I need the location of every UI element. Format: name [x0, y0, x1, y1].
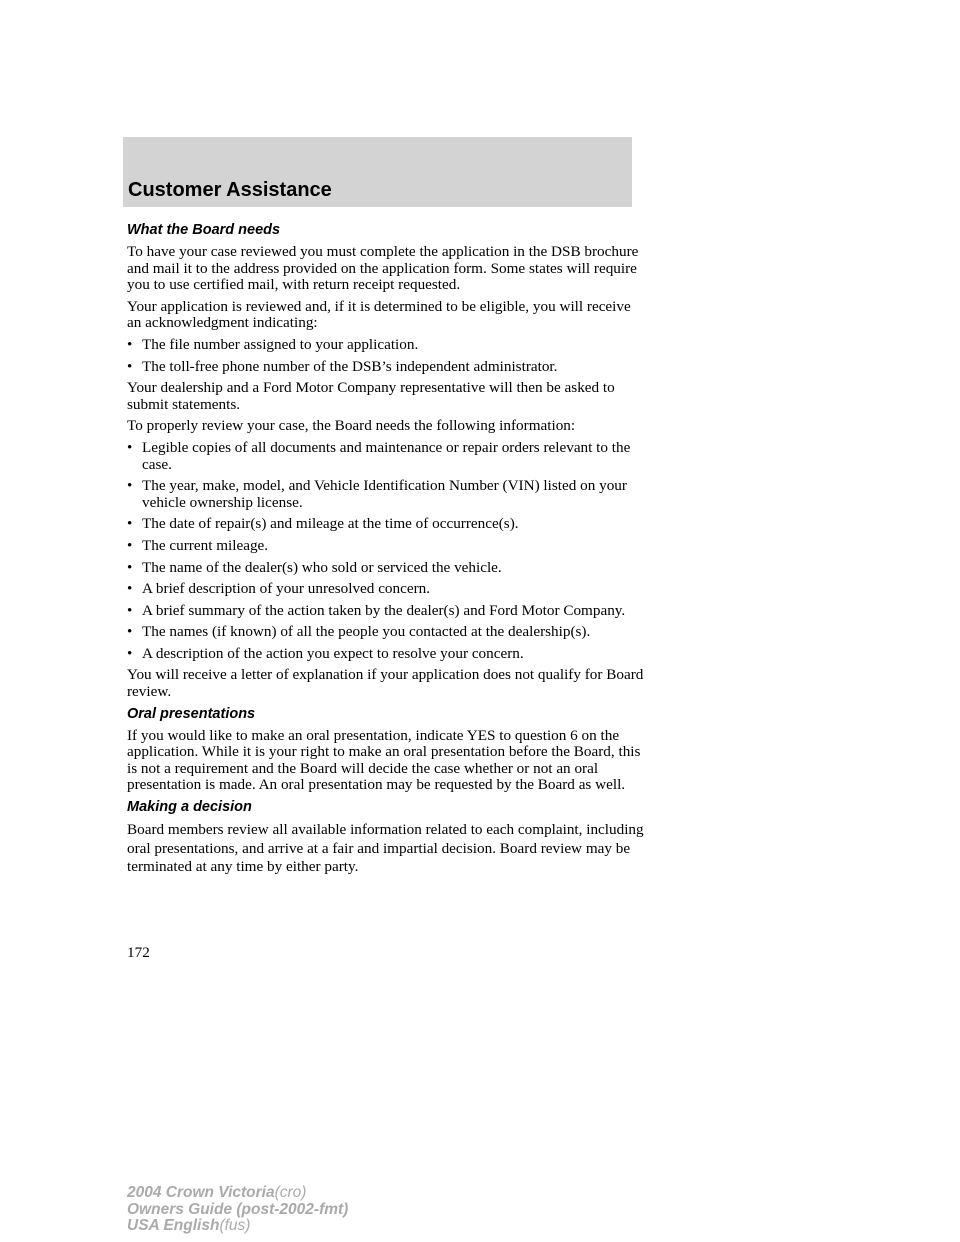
bullet-icon: • — [127, 515, 133, 533]
paragraph: Your application is reviewed and, if it is determined to be eligible, you will receive an acknowledgment indicating: — [127, 297, 631, 332]
page-number: 172 — [127, 944, 150, 961]
heading-oral-presentations: Oral presentations — [127, 705, 256, 722]
information-list — [127, 440, 647, 663]
bullet-icon: • — [127, 644, 133, 662]
bullet-icon: • — [127, 335, 133, 353]
paragraph: To have your case reviewed you must complete the application in the DSB brochure and mail it to the address provided on the application form. Some states will require you to use certified mail, with return receipt requested. — [127, 243, 639, 294]
paragraph: Board members review all available information related to each complaint, including oral presentations, and arrive at a fair and impartial decision. Board review may be terminated at any time by either party. — [127, 821, 644, 876]
list-item: • The names (if known) of all the people you contacted at the dealership(s). — [127, 623, 591, 641]
list-item: • The date of repair(s) and mileage at the time of occurrence(s). — [127, 515, 519, 533]
list-item: • The year, make, model, and Vehicle Identification Number (VIN) listed on your vehicle ownership license. — [127, 477, 627, 511]
paragraph: You will receive a letter of explanation if your application does not qualify for Board review. — [127, 666, 644, 701]
bullet-icon: • — [127, 623, 133, 641]
page-content — [127, 222, 647, 882]
bullet-icon: • — [127, 601, 133, 619]
footer-line-2: Owners Guide (post-2002-fmt) — [127, 1200, 349, 1218]
paragraph: If you would like to make an oral presentation, indicate YES to question 6 on the application. While it is your right to make an oral presentation before the Board, this is not a requirement and the Board will decide the case whether or not an oral presentation is made. An oral presentation may be requested by the Board as well. — [127, 726, 641, 794]
bullet-icon: • — [127, 438, 133, 456]
bullet-icon: • — [127, 558, 133, 576]
section-title: Customer Assistance — [128, 179, 332, 201]
list-item: • The file number assigned to your application. — [127, 335, 419, 353]
list-item: • A description of the action you expect to resolve your concern. — [127, 644, 524, 662]
list-item: • The current mileage. — [127, 536, 269, 554]
bullet-icon: • — [127, 580, 133, 598]
footer-line-3: USA English(fus) — [127, 1217, 251, 1234]
bullet-icon: • — [127, 536, 133, 554]
paragraph: To properly review your case, the Board needs the following information: — [127, 417, 576, 435]
list-item: • Legible copies of all documents and maintenance or repair orders relevant to the case. — [127, 438, 631, 473]
heading-board-needs: What the Board needs — [127, 222, 281, 238]
footer-line-1: 2004 Crown Victoria(cro) — [127, 1184, 307, 1201]
bullet-icon: • — [127, 477, 133, 495]
paragraph: Your dealership and a Ford Motor Company representative will then be asked to submit statements. — [127, 379, 615, 413]
list-item: • A brief summary of the action taken by the dealer(s) and Ford Motor Company. — [127, 601, 626, 619]
list-item: • A brief description of your unresolved concern. — [127, 580, 431, 598]
list-item: • The name of the dealer(s) who sold or serviced the vehicle. — [127, 558, 502, 576]
document-footer — [127, 1185, 348, 1235]
list-item: • The toll-free phone number of the DSB’s independent administrator. — [127, 357, 558, 375]
heading-making-decision: Making a decision — [127, 799, 252, 816]
acknowledgment-list — [127, 337, 647, 375]
bullet-icon: • — [127, 357, 133, 375]
